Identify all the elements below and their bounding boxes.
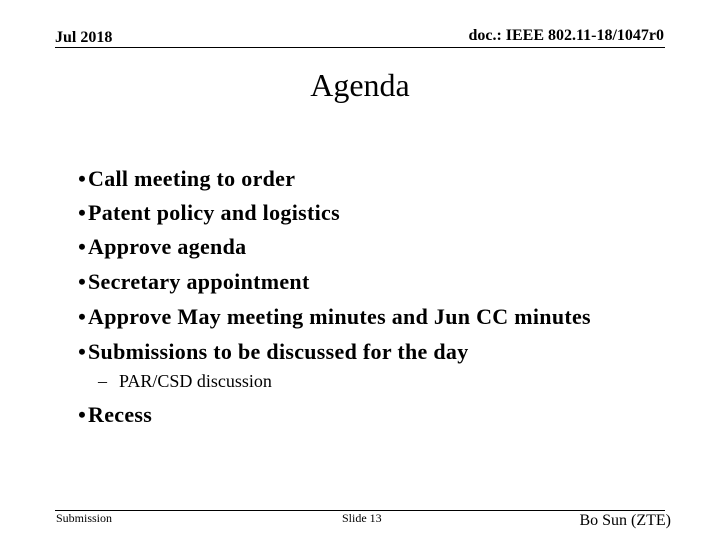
agenda-item-label: Approve May meeting minutes and Jun CC minutes xyxy=(88,304,591,329)
agenda-item-label: Submissions to be discussed for the day xyxy=(88,339,469,364)
header-date: Jul 2018 xyxy=(55,29,113,46)
agenda-item-label: Call meeting to order xyxy=(88,166,296,191)
footer-author: Bo Sun (ZTE) xyxy=(579,512,671,529)
bullet-icon: • xyxy=(78,304,86,329)
bullet-icon: • xyxy=(78,402,86,427)
bullet-icon: • xyxy=(78,339,86,364)
agenda-item-label: Recess xyxy=(88,402,153,427)
agenda-item-label: Patent policy and logistics xyxy=(88,200,340,225)
agenda-sub-item-label: PAR/CSD discussion xyxy=(119,371,272,391)
footer-slide-number: Slide 13 xyxy=(342,511,382,525)
bullet-icon: • xyxy=(78,166,86,191)
agenda-item-label: Secretary appointment xyxy=(88,269,310,294)
footer-submission: Submission xyxy=(56,511,113,525)
slide-title: Agenda xyxy=(310,67,410,103)
dash-icon: – xyxy=(98,371,107,391)
agenda-item-label: Approve agenda xyxy=(88,234,247,259)
bullet-icon: • xyxy=(78,234,86,259)
bullet-icon: • xyxy=(78,200,86,225)
bullet-icon: • xyxy=(78,269,86,294)
header-doc-id: doc.: IEEE 802.11-18/1047r0 xyxy=(468,27,664,44)
